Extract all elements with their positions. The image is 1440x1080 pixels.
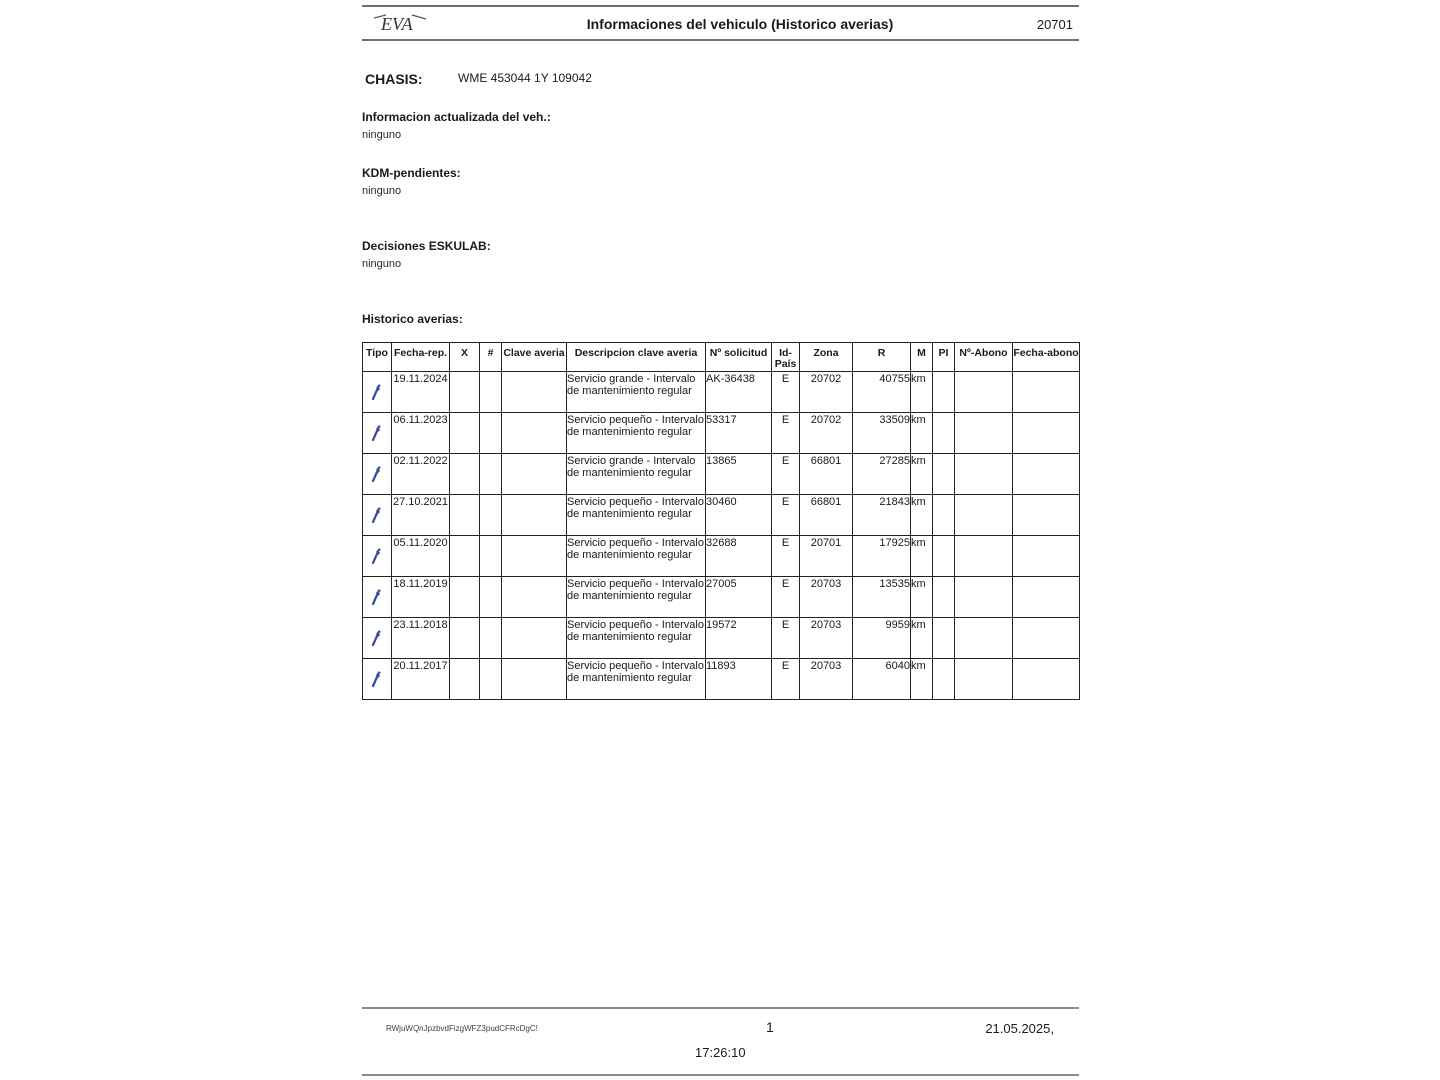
- table-body: [363, 372, 1080, 700]
- cell-id-pais: E: [772, 413, 800, 454]
- cell-fecha-rep: 06.11.2023: [392, 413, 450, 454]
- cell-solicitud: 11893: [706, 659, 772, 700]
- cell-hash: [480, 413, 502, 454]
- col-x: X: [450, 343, 480, 372]
- cell-clave: [502, 413, 567, 454]
- cell-x: [450, 618, 480, 659]
- cell-id-pais: E: [772, 495, 800, 536]
- col-abono: Nº-Abono: [955, 343, 1013, 372]
- cell-zona: 66801: [800, 454, 853, 495]
- cell-hash: [480, 577, 502, 618]
- cell-abono: [955, 659, 1013, 700]
- cell-descripcion: Servicio pequeño - Intervalo de mantenimiento regular: [567, 536, 706, 577]
- cell-fecha-abono: [1013, 454, 1080, 495]
- cell-abono: [955, 618, 1013, 659]
- cell-x: [450, 659, 480, 700]
- cell-pi: [933, 577, 955, 618]
- table-row: [363, 372, 1080, 413]
- footer-date: 21.05.2025,: [985, 1021, 1054, 1036]
- col-hash: #: [480, 343, 502, 372]
- col-m: M: [911, 343, 933, 372]
- table-row: [363, 413, 1080, 454]
- cell-fecha-rep: 18.11.2019: [392, 577, 450, 618]
- cell-m-unit: km: [911, 495, 933, 536]
- document-page: [362, 0, 1079, 1080]
- col-fecha-abono: Fecha-abono: [1013, 343, 1080, 372]
- header-code: 20701: [1036, 17, 1073, 32]
- cell-id-pais: E: [772, 536, 800, 577]
- footer-rule-top: [362, 1007, 1079, 1009]
- wrench-icon: [370, 432, 384, 444]
- cell-fecha-rep: 23.11.2018: [392, 618, 450, 659]
- cell-fecha-abono: [1013, 372, 1080, 413]
- eskulab-value: ninguno: [362, 258, 402, 270]
- wrench-icon: [370, 555, 384, 567]
- cell-fecha-abono: [1013, 618, 1080, 659]
- cell-descripcion: Servicio pequeño - Intervalo de mantenimiento regular: [567, 659, 706, 700]
- cell-hash: [480, 659, 502, 700]
- cell-solicitud: 27005: [706, 577, 772, 618]
- cell-abono: [955, 454, 1013, 495]
- cell-pi: [933, 454, 955, 495]
- cell-clave: [502, 659, 567, 700]
- page-title: Informaciones del vehiculo (Historico averias): [586, 16, 894, 32]
- table-row: [363, 577, 1080, 618]
- cell-clave: [502, 372, 567, 413]
- cell-x: [450, 577, 480, 618]
- kdm-title: KDM-pendientes:: [362, 166, 461, 180]
- cell-descripcion: Servicio pequeño - Intervalo de mantenimiento regular: [567, 577, 706, 618]
- cell-abono: [955, 536, 1013, 577]
- cell-fecha-abono: [1013, 536, 1080, 577]
- cell-solicitud: 19572: [706, 618, 772, 659]
- wrench-icon: [370, 473, 384, 485]
- wrench-icon: [370, 596, 384, 608]
- col-fecha-rep: Fecha-rep.: [392, 343, 450, 372]
- cell-r: 21843: [853, 495, 911, 536]
- cell-r: 27285: [853, 454, 911, 495]
- cell-solicitud: AK-36438: [706, 372, 772, 413]
- cell-fecha-abono: [1013, 577, 1080, 618]
- cell-x: [450, 413, 480, 454]
- table-row: [363, 495, 1080, 536]
- cell-m-unit: km: [911, 659, 933, 700]
- historico-title: Historico averias:: [362, 312, 463, 326]
- cell-pi: [933, 495, 955, 536]
- col-tipo: Tipo: [363, 343, 392, 372]
- cell-pi: [933, 536, 955, 577]
- cell-descripcion: Servicio grande - Intervalo de mantenimiento regular: [567, 372, 706, 413]
- cell-abono: [955, 372, 1013, 413]
- cell-descripcion: Servicio pequeño - Intervalo de mantenimiento regular: [567, 618, 706, 659]
- cell-descripcion: Servicio grande - Intervalo de mantenimiento regular: [567, 454, 706, 495]
- cell-descripcion: Servicio pequeño - Intervalo de mantenimiento regular: [567, 495, 706, 536]
- cell-clave: [502, 495, 567, 536]
- cell-m-unit: km: [911, 536, 933, 577]
- cell-hash: [480, 618, 502, 659]
- historico-table: [362, 342, 1080, 700]
- cell-solicitud: 32688: [706, 536, 772, 577]
- cell-fecha-rep: 27.10.2021: [392, 495, 450, 536]
- cell-x: [450, 536, 480, 577]
- cell-zona: 20703: [800, 577, 853, 618]
- cell-clave: [502, 536, 567, 577]
- cell-x: [450, 372, 480, 413]
- cell-solicitud: 53317: [706, 413, 772, 454]
- cell-m-unit: km: [911, 577, 933, 618]
- cell-pi: [933, 372, 955, 413]
- cell-hash: [480, 495, 502, 536]
- table-row: [363, 454, 1080, 495]
- cell-x: [450, 495, 480, 536]
- cell-r: 9959: [853, 618, 911, 659]
- cell-hash: [480, 454, 502, 495]
- table-header-row: [363, 343, 1080, 372]
- col-descripcion: Descripcion clave averia: [567, 343, 706, 372]
- cell-clave: [502, 577, 567, 618]
- cell-solicitud: 30460: [706, 495, 772, 536]
- cell-r: 17925: [853, 536, 911, 577]
- cell-m-unit: km: [911, 372, 933, 413]
- cell-m-unit: km: [911, 454, 933, 495]
- cell-pi: [933, 618, 955, 659]
- chasis-value: WME 453044 1Y 109042: [458, 71, 592, 85]
- cell-id-pais: E: [772, 454, 800, 495]
- cell-zona: 20702: [800, 413, 853, 454]
- cell-hash: [480, 536, 502, 577]
- cell-hash: [480, 372, 502, 413]
- cell-x: [450, 454, 480, 495]
- cell-id-pais: E: [772, 618, 800, 659]
- wrench-icon: [370, 391, 384, 403]
- cell-fecha-rep: 05.11.2020: [392, 536, 450, 577]
- cell-abono: [955, 577, 1013, 618]
- document-header: [362, 5, 1079, 41]
- cell-r: 13535: [853, 577, 911, 618]
- footer-time: 17:26:10: [695, 1045, 746, 1060]
- cell-fecha-rep: 19.11.2024: [392, 372, 450, 413]
- cell-fecha-rep: 02.11.2022: [392, 454, 450, 495]
- kdm-value: ninguno: [362, 185, 402, 197]
- cell-clave: [502, 454, 567, 495]
- cell-r: 6040: [853, 659, 911, 700]
- cell-zona: 20702: [800, 372, 853, 413]
- col-id-pais: Id-País: [772, 343, 800, 372]
- page-number: 1: [766, 1019, 774, 1035]
- cell-fecha-abono: [1013, 659, 1080, 700]
- col-pi: PI: [933, 343, 955, 372]
- footer-code: RWjuWQnJpzbvdFizgWFZ3pudCFRcDgC!: [386, 1024, 538, 1033]
- eskulab-title: Decisiones ESKULAB:: [362, 239, 491, 253]
- table-row: [363, 659, 1080, 700]
- cell-m-unit: km: [911, 413, 933, 454]
- chasis-label: CHASIS:: [365, 71, 423, 87]
- cell-zona: 66801: [800, 495, 853, 536]
- info-actualizada-value: ninguno: [362, 129, 402, 141]
- logo-text: EVA: [381, 14, 413, 34]
- table-row: [363, 618, 1080, 659]
- wrench-icon: [370, 637, 384, 649]
- cell-m-unit: km: [911, 618, 933, 659]
- cell-id-pais: E: [772, 372, 800, 413]
- cell-pi: [933, 413, 955, 454]
- cell-r: 40755: [853, 372, 911, 413]
- cell-clave: [502, 618, 567, 659]
- cell-r: 33509: [853, 413, 911, 454]
- col-r: R: [853, 343, 911, 372]
- cell-abono: [955, 413, 1013, 454]
- col-zona: Zona: [800, 343, 853, 372]
- cell-abono: [955, 495, 1013, 536]
- wrench-icon: [370, 514, 384, 526]
- cell-fecha-abono: [1013, 495, 1080, 536]
- cell-fecha-rep: 20.11.2017: [392, 659, 450, 700]
- col-clave: Clave averia: [502, 343, 567, 372]
- cell-solicitud: 13865: [706, 454, 772, 495]
- table-row: [363, 536, 1080, 577]
- footer-rule-bottom: [362, 1074, 1079, 1076]
- info-actualizada-title: Informacion actualizada del veh.:: [362, 110, 551, 124]
- cell-pi: [933, 659, 955, 700]
- cell-id-pais: E: [772, 659, 800, 700]
- cell-descripcion: Servicio pequeño - Intervalo de mantenimiento regular: [567, 413, 706, 454]
- col-solicitud: Nº solicitud: [706, 343, 772, 372]
- cell-zona: 20701: [800, 536, 853, 577]
- cell-id-pais: E: [772, 577, 800, 618]
- cell-zona: 20703: [800, 618, 853, 659]
- wrench-icon: [370, 678, 384, 690]
- cell-zona: 20703: [800, 659, 853, 700]
- cell-fecha-abono: [1013, 413, 1080, 454]
